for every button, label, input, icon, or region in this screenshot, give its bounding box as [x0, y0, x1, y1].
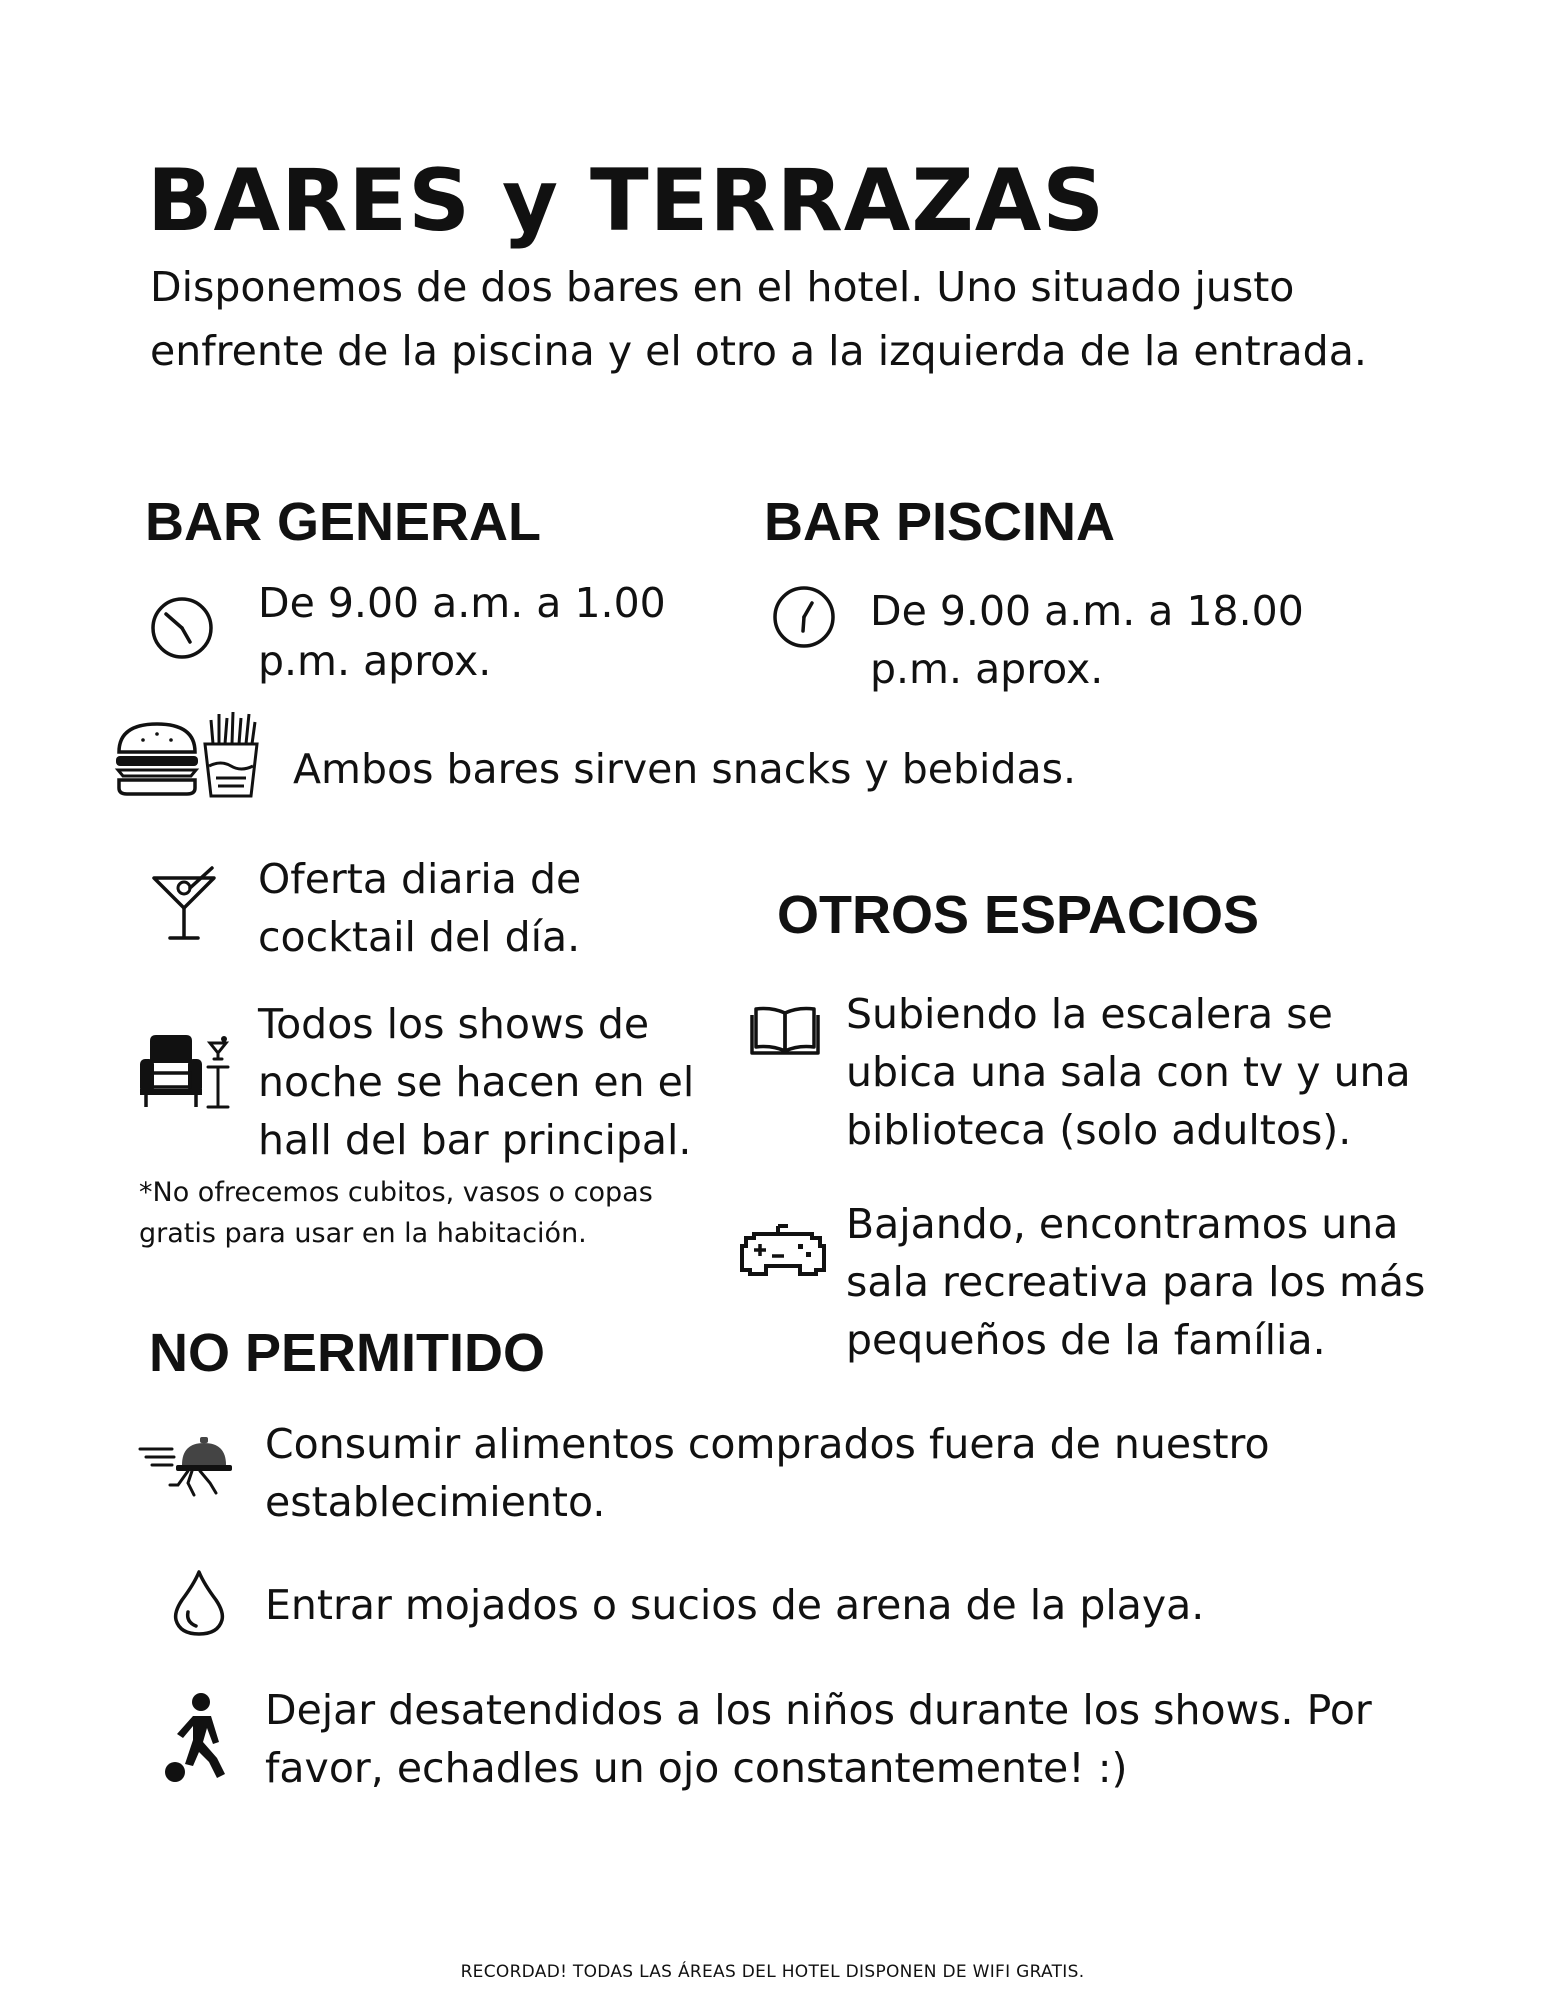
burger-fries-icon [113, 708, 261, 800]
child-ball-icon [165, 1692, 235, 1784]
bar-piscina-hours: De 9.00 a.m. a 18.00 p.m. aprox. [870, 587, 1304, 693]
clock-icon [150, 596, 214, 660]
no-permitido-children-text: Dejar desatendidos a los niños durante los shows. Por favor, echadles un ojo constantemente! :) [265, 1686, 1372, 1792]
otros-item-recreativa-text: Bajando, encontramos una sala recreativa para los más pequeños de la família. [846, 1200, 1426, 1364]
cocktail-text: Oferta diaria de cocktail del día. [258, 855, 582, 961]
armchair-icon [138, 1033, 234, 1113]
bar-general-heading: BAR GENERAL [145, 492, 542, 552]
footer-note: RECORDAD! TODAS LAS ÁREAS DEL HOTEL DISPONEN DE WIFI GRATIS. [460, 1962, 1085, 1982]
gamepad-icon [740, 1220, 826, 1276]
shows-text: Todos los shows de noche se hacen en el hall del bar principal. [258, 1000, 695, 1164]
no-permitido-food-text: Consumir alimentos comprados fuera de nuestro establecimiento. [265, 1420, 1270, 1526]
otros-espacios-heading: OTROS ESPACIOS [777, 885, 1260, 945]
snacks-text: Ambos bares sirven snacks y bebidas. [293, 745, 1076, 793]
bar-general-hours: De 9.00 a.m. a 1.00 p.m. aprox. [258, 579, 666, 685]
intro-text: Disponemos de dos bares en el hotel. Uno situado justo enfrente de la piscina y el otro a la izquierda de la entrada. [150, 263, 1367, 375]
cocktail-glass-icon [150, 866, 220, 942]
no-permitido-wet-text: Entrar mojados o sucios de arena de la playa. [265, 1581, 1205, 1629]
water-drop-icon [172, 1568, 226, 1638]
bar-piscina-heading: BAR PISCINA [764, 492, 1116, 552]
page-title: BARES y TERRAZAS [147, 151, 1106, 251]
clock-icon [772, 585, 836, 649]
footnote-text: *No ofrecemos cubitos, vasos o copas gratis para usar en la habitación. [139, 1177, 653, 1249]
open-book-icon [750, 1005, 820, 1057]
food-delivery-icon [138, 1435, 238, 1499]
no-permitido-heading: NO PERMITIDO [149, 1323, 546, 1383]
otros-item-tv-text: Subiendo la escalera se ubica una sala con tv y una biblioteca (solo adultos). [846, 990, 1411, 1154]
